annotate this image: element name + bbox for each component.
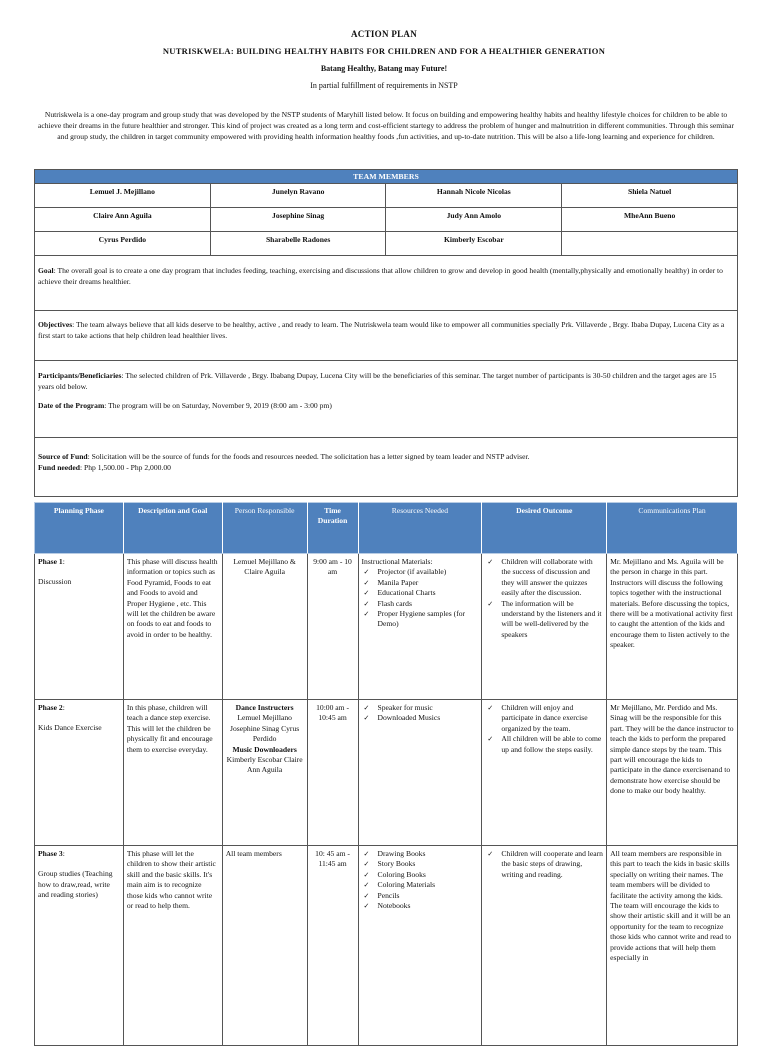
fund-label: Fund needed: [38, 462, 80, 472]
phase-label: Phase 2: [38, 703, 63, 712]
column-header: Communications Plan: [607, 503, 738, 554]
goal-label: Goal: [38, 266, 54, 275]
description-cell: In this phase, children will teach a dance step exercise. This will let the children be physically fit and encourage them to exercise everyday.: [123, 700, 222, 846]
outcome-cell: [482, 554, 607, 700]
resources-list: [362, 849, 479, 911]
date-block: [38, 401, 734, 412]
team-row: [35, 232, 738, 256]
list-item: ✓ All children will be able to come up and follow the steps easily.: [485, 734, 603, 755]
team-member-name: Judy Ann Amolo: [386, 208, 562, 232]
resources-cell: [358, 700, 482, 846]
objectives-text: : The team always believe that all kids deserve to be healthy, active , and ready to learn. The Nutriskwela team would like to empower all communities specially Prk. Villaverde , Brgy. Ibaba Dupay, Lucena City as a first start to take actions that help children lead healthier lives.: [38, 320, 725, 340]
resources-cell: [358, 554, 482, 700]
source-text: : Solicitation will be the source of funds for the foods and resources needed. The solicitation has a letter signed by team leader and NSTP adviser.: [87, 452, 530, 461]
person-role-label: Music Downloaders: [232, 744, 297, 754]
phase-cell: [35, 554, 124, 700]
team-member-name: Hannah Nicole Nicolas: [386, 184, 562, 208]
team-member-name: Junelyn Ravano: [210, 184, 386, 208]
list-item: ✓ Children will enjoy and participate in dance exercise organized by the team.: [485, 703, 603, 734]
list-item: ✓ Downloaded Musics: [362, 713, 479, 723]
outcome-list: [485, 703, 603, 755]
list-item: ✓ Proper Hygiene samples (for Demo): [362, 609, 479, 630]
document-tagline: Batang Healthy, Batang may Future!: [320, 64, 448, 73]
description-cell: This phase will discuss health information or topics such as Food Pyramid, Foods to eat and Foods to avoid and Proper Hygiene , etc. This will let the children be aware on foods to eat and foods to avoid in order to be healthy.: [123, 554, 222, 700]
column-header: Desired Outcome: [482, 503, 607, 554]
team-row: [35, 208, 738, 232]
phase-suffix: :: [62, 849, 65, 858]
planning-table: [34, 502, 738, 1046]
table-row: [35, 846, 738, 1046]
participants-section: [35, 361, 738, 438]
person-cell: All team members: [222, 846, 307, 1046]
resources-list: [362, 703, 479, 724]
outcome-list: [485, 557, 603, 640]
time-cell: 9:00 am - 10 am: [307, 554, 358, 700]
description-cell: This phase will let the children to show their artistic skill and the basic skills. It's main aim is to recognize those kids who cannot write or read to help them.: [123, 846, 222, 1046]
team-members-table: [34, 169, 738, 497]
phase-name: Kids Dance Exercise: [38, 723, 102, 733]
phase-label: Phase 1: [38, 557, 63, 566]
phase-name: Discussion: [38, 577, 72, 587]
person-role-label: Dance Instructers: [235, 703, 294, 712]
document-title: ACTION PLAN: [350, 29, 418, 39]
date-text: : The program will be on Saturday, November 9, 2019 (8:00 am - 3:00 pm): [104, 401, 332, 410]
comms-cell: All team members are responsible in this part to teach the kids in basic skills specially on writing their names. The team members will be divided to facilitate the activity among the kids. The team will encourage the kids to show their artistic skill and it will be an opportunity for the team to recognize those kids who cannot write and read to provide actions that will help them especially in: [607, 846, 738, 1046]
list-item: ✓ Manila Paper: [362, 578, 479, 588]
phase-label: Phase 3: [38, 849, 63, 858]
team-row: [35, 184, 738, 208]
outcome-cell: [482, 846, 607, 1046]
team-member-name: [562, 232, 738, 256]
list-item: ✓ Flash cards: [362, 599, 479, 609]
intro-paragraph: Nutriskwela is a one-day program and group study that was developed by the NSTP students of Maryhill listed below. It focus on building and empowering healthy habits and healthy lifestyle choices for children to be able to achieve their dreams in the future healthier and stronger. This kind of project was created as a long term and cost-efficient startegy to address the problem of hunger and malnutrition in different communities. Through this seminar and group study, the children in target community empowered with providing health information healthy foods ,fun activities, and up-to-date nutrition. This will be also a life-long learning and experience for children.: [38, 110, 734, 141]
team-member-name: Claire Ann Aguila: [35, 208, 211, 232]
team-member-name: Kimberly Escobar: [386, 232, 562, 256]
list-item: ✓ Speaker for music: [362, 703, 479, 713]
list-item: ✓ Projector (if available): [362, 567, 479, 577]
list-item: ✓ Educational Charts: [362, 588, 479, 598]
team-member-name: Josephine Sinag: [210, 208, 386, 232]
person-names: Kimberly Escobar Claire Ann Aguila: [226, 755, 303, 775]
person-names: Lemuel Mejillano Josephine Sinag Cyrus Perdido: [230, 713, 300, 744]
source-label: Source of Fund: [38, 452, 88, 461]
person-cell: Lemuel Mejillano & Claire Aguila: [222, 554, 307, 700]
column-header: Person Responsible: [222, 503, 307, 554]
team-member-name: Sharabelle Radones: [210, 232, 386, 256]
participants-block: [38, 371, 734, 392]
column-header: Resources Needed: [358, 503, 482, 554]
list-item: ✓ The information will be understand by the listeners and it will be well-delivered by the speakers: [485, 599, 603, 641]
goal-section: [35, 256, 738, 311]
date-label: Date of the Program: [38, 401, 105, 410]
team-member-name: Lemuel J. Mejillano: [35, 184, 211, 208]
phase-suffix: :: [62, 703, 65, 712]
comms-cell: Mr. Mejillano and Ms. Aguila will be the person in charge in this part. Instructors will discuss the following topics together with the instructional materials. Before discussing the topics, there will be a motivational activity first to caught the attention of the kids and encourage them to listen actively to the speaker.: [607, 554, 738, 700]
goal-text: : The overall goal is to create a one day program that includes feeding, teaching, exercising and discussions that allow children to grow and develop in good health (mentally,physically and emotionally healthy) in order to achieve their dreams healthier.: [38, 266, 723, 286]
resources-list: [362, 567, 479, 629]
fund-block: [38, 463, 734, 474]
document-note: In partial fulfillment of requirements in NSTP: [310, 81, 458, 90]
phase-cell: [35, 700, 124, 846]
document-subtitle: NUTRISKWELA: BUILDING HEALTHY HABITS FOR CHILDREN AND FOR A HEALTHIER GENERATION: [162, 46, 606, 56]
time-cell: 10: 45 am - 11:45 am: [307, 846, 358, 1046]
source-block: [38, 452, 734, 463]
outcome-cell: [482, 700, 607, 846]
list-item: ✓ Drawing Books: [362, 849, 479, 859]
list-item: ✓ Children will collaborate with the success of discussion and they will answer the quizzes easily after the discussion.: [485, 557, 603, 599]
list-item: ✓ Story Books: [362, 859, 479, 869]
fund-text: : Php 1,500.00 - Php 2,000.00: [80, 462, 171, 472]
team-member-name: Cyrus Perdido: [35, 232, 211, 256]
objectives-label: Objectives: [38, 320, 73, 329]
column-header: Time Duration: [307, 503, 358, 554]
phase-suffix: :: [62, 557, 65, 566]
list-item: ✓ Notebooks: [362, 901, 479, 911]
planning-header-row: [35, 503, 738, 554]
objectives-section: [35, 311, 738, 361]
list-item: ✓ Pencils: [362, 891, 479, 901]
funding-section: [35, 438, 738, 497]
person-cell: [222, 700, 307, 846]
list-item: ✓ Coloring Materials: [362, 880, 479, 890]
table-row: [35, 554, 738, 700]
column-header: Description and Goal: [123, 503, 222, 554]
team-member-name: Shiela Natuel: [562, 184, 738, 208]
list-item: ✓ Children will cooperate and learn the basic steps of drawing, writing and reading.: [485, 849, 603, 880]
time-cell: 10:00 am - 10:45 am: [307, 700, 358, 846]
resources-title: Instructional Materials:: [361, 557, 433, 566]
outcome-list: [485, 849, 603, 880]
table-row: [35, 700, 738, 846]
team-member-name: MheAnn Bueno: [562, 208, 738, 232]
participants-text: : The selected children of Prk. Villaverde , Brgy. Ibabang Dupay, Lucena City will be the beneficiaries of this seminar. The target number of participants is 30-50 children and the target ages are 15 years old below.: [38, 371, 717, 391]
phase-cell: [35, 846, 124, 1046]
team-members-header: TEAM MEMBERS: [35, 170, 738, 184]
phase-name: Group studies (Teaching how to draw,read, write and reading stories): [38, 869, 113, 900]
column-header: Planning Phase: [35, 503, 124, 554]
comms-cell: Mr Mejillano, Mr. Perdido and Ms. Sinag will be the responsible for this part. They will be the dance instructor to teach the kids to perform the prepared simple dance steps by the team. This part will encourage the kids to participate in the dance exercisenand to demonstrate how exercise should be done to make our body healthy.: [607, 700, 738, 846]
participants-label: Participants/Beneficiaries: [38, 371, 122, 380]
resources-cell: [358, 846, 482, 1046]
list-item: ✓ Coloring Books: [362, 870, 479, 880]
